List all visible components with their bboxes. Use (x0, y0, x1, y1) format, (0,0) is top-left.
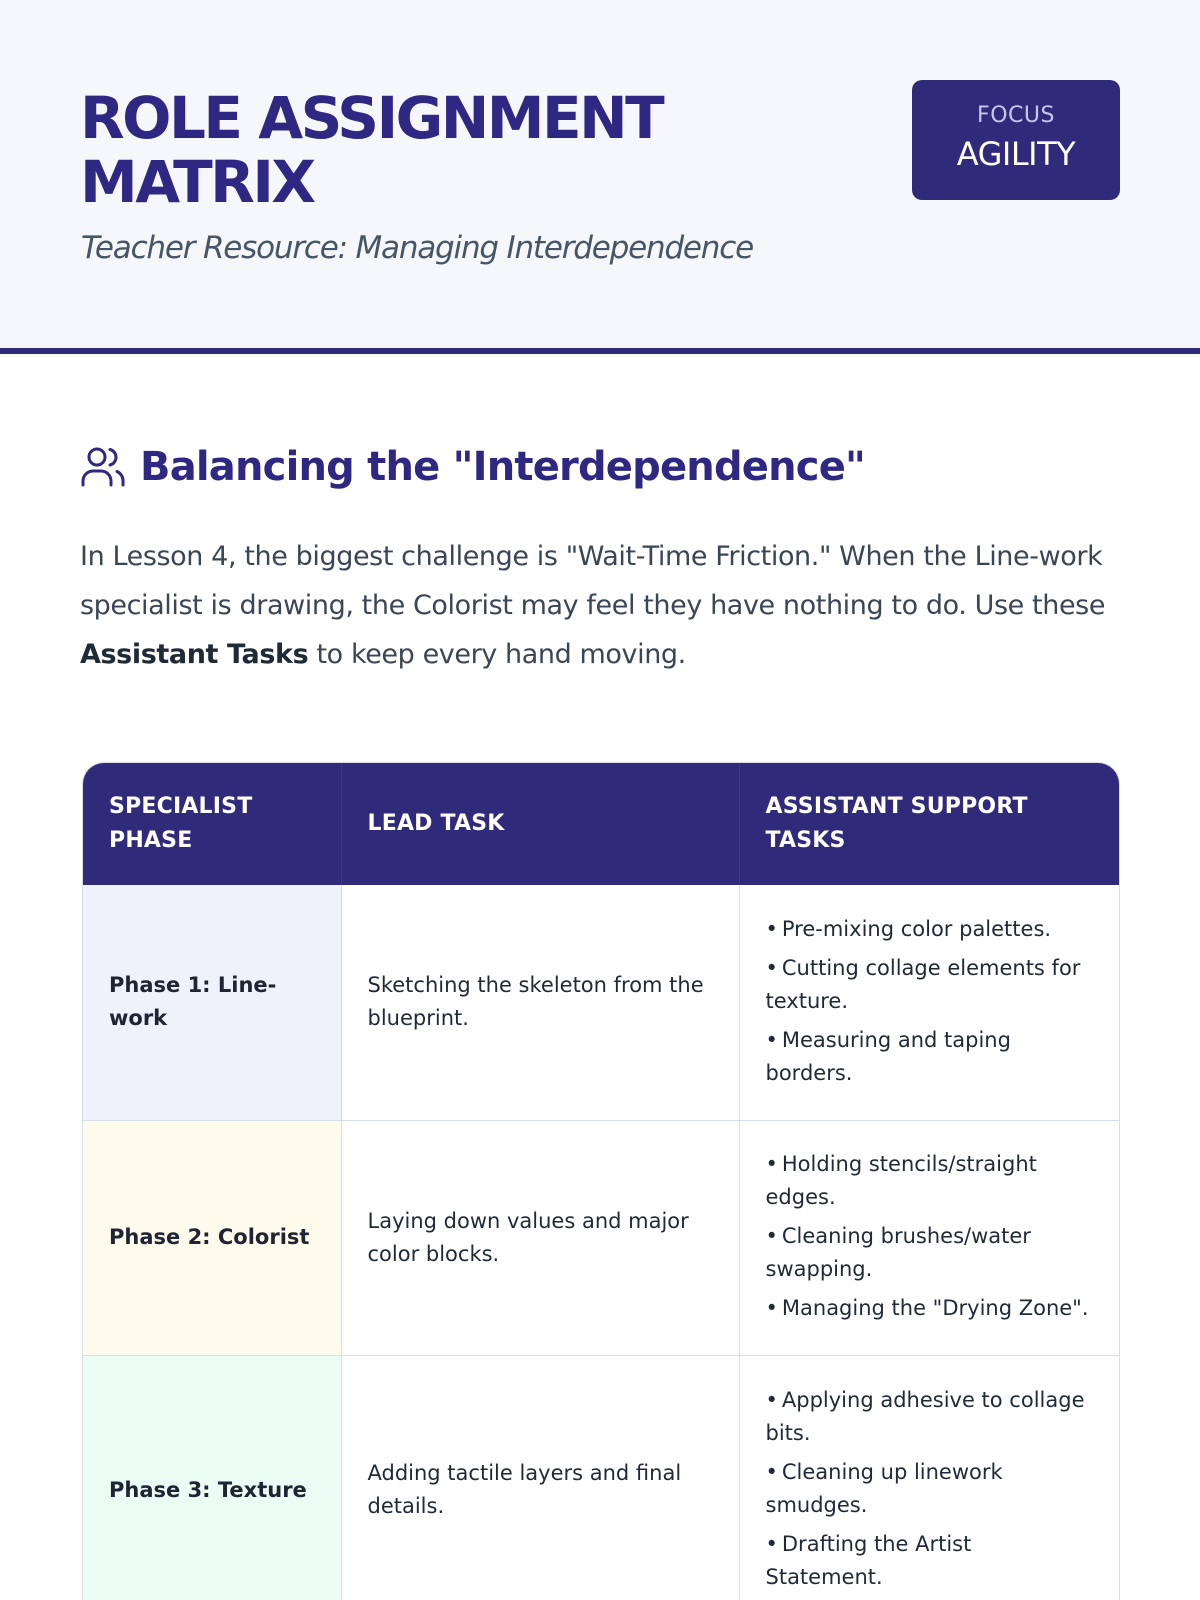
table-row (83, 885, 1120, 1120)
phase-cell: Phase 1: Line-work (83, 885, 341, 1120)
role-matrix-table (82, 762, 1120, 1600)
assistant-task-text: Applying adhesive to collage bits. (765, 1388, 1085, 1445)
assistant-task-item: • Applying adhesive to collage bits. (765, 1388, 1085, 1445)
assistant-task-text: Cutting collage elements for texture. (765, 955, 1081, 1013)
assistant-task-text: Cleaning up linework smudges. (765, 1460, 1003, 1517)
intro-text-start: In Lesson 4, the biggest challenge is "Wait-Time Friction." When the Line-work specialist is drawing, the Colorist may feel they have nothing to do. Use these (80, 541, 1106, 621)
intro-text-end: to keep every hand moving. (308, 639, 686, 670)
assistant-task-text: Pre-mixing color palettes. (781, 916, 1052, 941)
focus-badge (912, 80, 1120, 200)
assistant-task-text: Holding stencils/straight edges. (765, 1152, 1037, 1209)
assistant-task-item: • Pre-mixing color palettes. (765, 916, 1052, 941)
users-icon (80, 446, 126, 488)
assistant-task-text: Cleaning brushes/water swapping. (765, 1224, 1031, 1281)
focus-label: FOCUS (977, 103, 1055, 128)
assistant-tasks-cell (739, 1355, 1120, 1600)
assistant-task-item: • Measuring and taping borders. (765, 1027, 1011, 1085)
phase-cell: Phase 3: Texture (83, 1355, 341, 1600)
column-header-lead-task: LEAD TASK (341, 763, 739, 885)
page-title: ROLE ASSIGNMENT MATRIX (80, 84, 663, 216)
assistant-task-item: • Cleaning brushes/water swapping. (765, 1224, 1031, 1281)
assistant-task-item: • Cleaning up linework smudges. (765, 1460, 1003, 1517)
assistant-task-text: Managing the "Drying Zone". (781, 1296, 1089, 1320)
column-header-assistant-tasks: ASSISTANT SUPPORT TASKS (739, 763, 1120, 885)
assistant-task-item: • Holding stencils/straight edges. (765, 1152, 1037, 1209)
section-title: Balancing the "Interdependence" (140, 444, 866, 490)
focus-value: AGILITY (956, 135, 1076, 173)
assistant-task-item: • Drafting the Artist Statement. (765, 1532, 972, 1589)
assistant-task-item: • Cutting collage elements for texture. (765, 955, 1081, 1013)
lead-task-cell: Sketching the skeleton from the blueprint. (341, 885, 739, 1120)
table-row (83, 1355, 1120, 1600)
lead-task-cell: Laying down values and major color blocks. (341, 1120, 739, 1355)
lead-task-cell: Adding tactile layers and final details. (341, 1355, 739, 1600)
page-header (0, 0, 1200, 354)
assistant-task-text: Measuring and taping borders. (765, 1027, 1011, 1085)
table-header-row (83, 763, 1120, 885)
table-row (83, 1120, 1120, 1355)
assistant-tasks-cell (739, 1120, 1120, 1355)
assistant-task-text: Drafting the Artist Statement. (765, 1532, 972, 1589)
assistant-task-item: • Managing the "Drying Zone". (765, 1296, 1089, 1320)
page-subtitle: Teacher Resource: Managing Interdependence (81, 230, 753, 266)
intro-paragraph (80, 532, 1130, 679)
column-header-phase: SPECIALIST PHASE (83, 763, 341, 885)
intro-emphasis: Assistant Tasks (80, 639, 309, 670)
assistant-tasks-cell (739, 885, 1120, 1120)
phase-cell: Phase 2: Colorist (83, 1120, 341, 1355)
